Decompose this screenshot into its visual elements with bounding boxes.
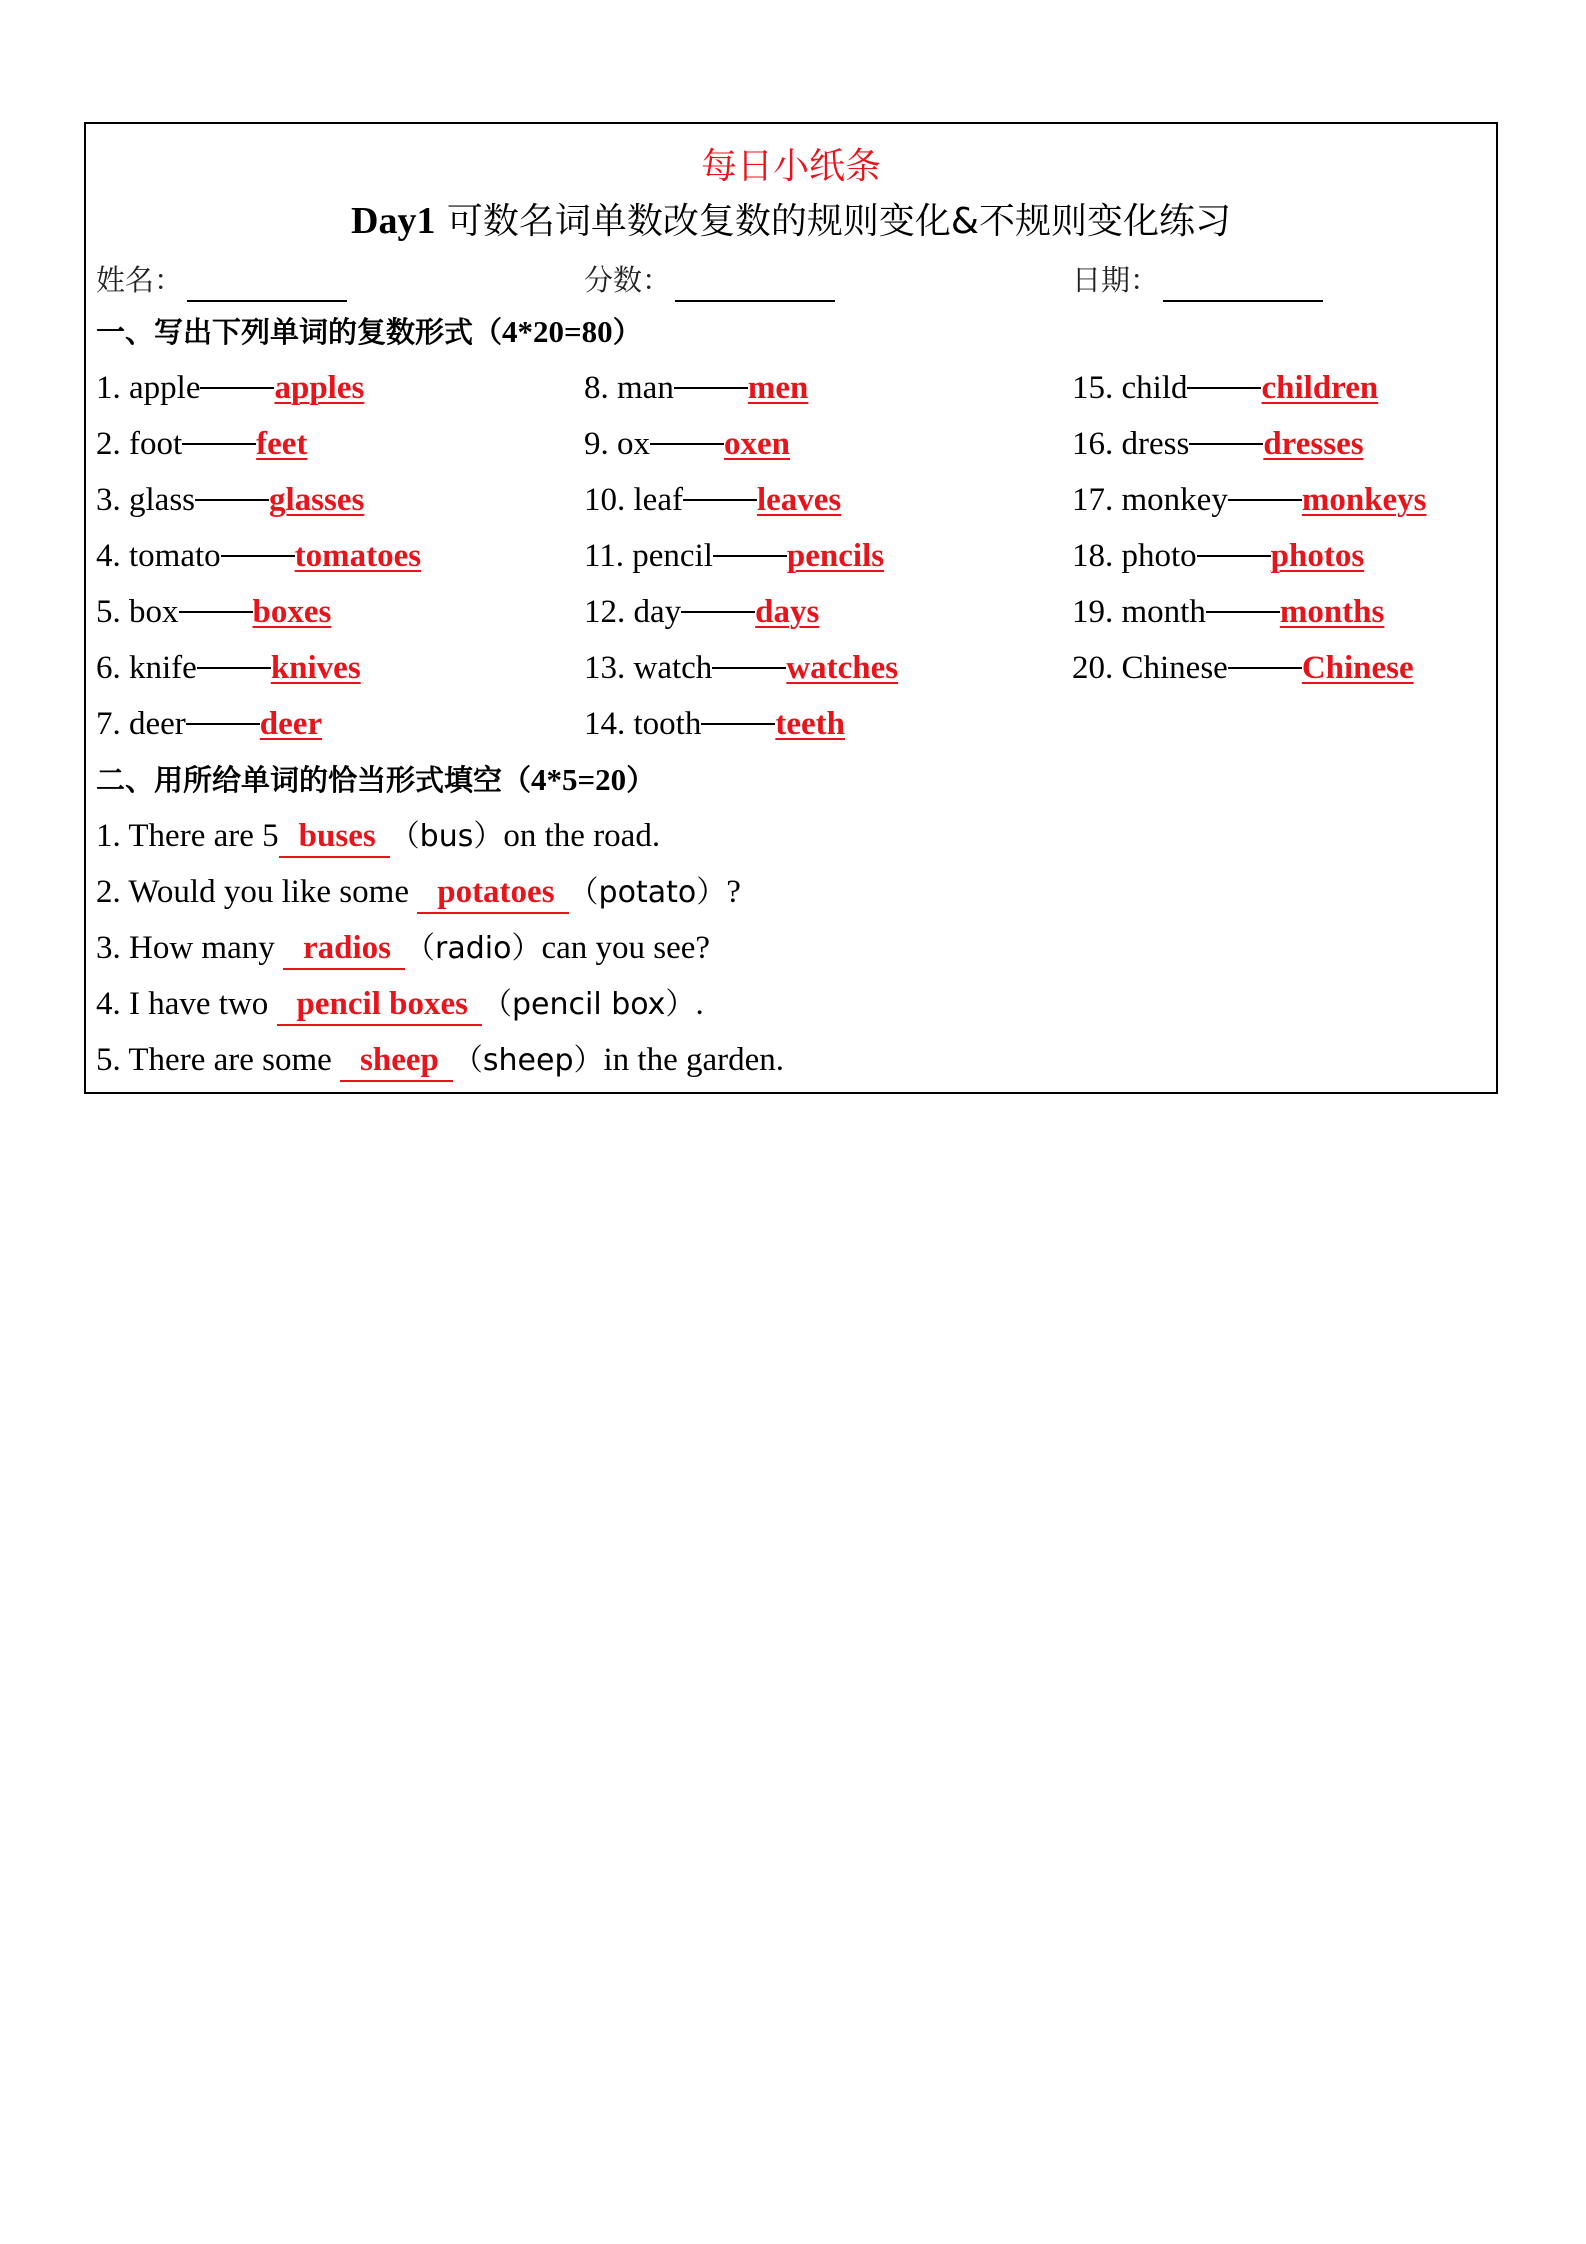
word-answer: watches [786,650,899,686]
section2-title-end: ） [626,763,656,797]
dash [221,555,295,557]
word-question: 9. ox [584,426,650,462]
section2-score: 4*5=20 [531,762,627,797]
word-question: 16. dress [1072,426,1190,462]
word-item-13 [584,640,898,696]
word-question: 20. Chinese [1072,650,1228,686]
word-item-12 [584,584,819,640]
dash [683,499,757,501]
word-item-14 [584,696,845,752]
word-question: 4. tomato [96,538,221,574]
word-item-2 [96,416,307,472]
fill-answer: pencil boxes [277,984,482,1026]
fill-hint: （bus） [389,819,504,854]
word-question: 1. apple [96,370,201,406]
fill-before: 3. How many [96,930,283,966]
word-answer: oxen [724,426,790,462]
section2-title-text: 二、用所给单词的恰当形式填空（ [96,763,532,797]
word-answer: monkeys [1301,482,1427,518]
dash [1228,667,1302,669]
word-item-8 [584,360,808,416]
fill-hint: （potato） [568,875,727,910]
fill-item-4 [96,976,704,1032]
dash [1197,555,1271,557]
word-question: 15. child [1072,370,1188,406]
dash [1187,387,1261,389]
fill-item-1 [96,808,660,864]
word-answer: feet [256,426,308,462]
day-label: Day1 [351,200,436,242]
word-answer: pencils [786,538,885,574]
dash [197,667,271,669]
score-blank[interactable] [675,262,835,302]
word-question: 10. leaf [584,482,683,518]
name-label: 姓名： [96,263,184,297]
dash [200,387,274,389]
dash [182,443,256,445]
word-question: 12. day [584,594,682,630]
fill-hint: （sheep） [452,1043,604,1078]
word-question: 19. month [1072,594,1206,630]
word-answer: days [755,594,820,630]
fill-after: . [695,986,704,1022]
fill-before: 4. I have two [96,986,277,1022]
dash [1189,443,1263,445]
word-question: 14. tooth [584,706,702,742]
fill-after: on the road. [503,818,661,854]
word-item-18 [1072,528,1364,584]
word-answer: teeth [775,706,845,742]
dash [1206,611,1280,613]
worksheet-box [84,122,1498,1094]
word-item-16 [1072,416,1364,472]
fill-before: 1. There are 5 [96,818,279,854]
word-question: 7. deer [96,706,186,742]
dash [186,723,260,725]
dash [674,387,748,389]
word-item-3 [96,472,364,528]
dash [701,723,775,725]
word-answer: leaves [756,482,842,518]
dash [713,555,787,557]
word-answer: boxes [252,594,332,630]
date-field [1072,252,1323,308]
section1-title [96,304,642,360]
dash [179,611,253,613]
word-question: 11. pencil [584,538,713,574]
section1-title-end: ） [612,315,642,349]
word-item-15 [1072,360,1378,416]
date-label: 日期： [1072,263,1160,297]
word-question: 6. knife [96,650,197,686]
word-item-9 [584,416,790,472]
subtitle-text: 可数名词单数改复数的规则变化&不规则变化练习 [446,201,1231,242]
fill-answer: sheep [340,1040,453,1082]
word-answer: tomatoes [294,538,422,574]
info-row [96,252,1496,308]
fill-before: 2. Would you like some [96,874,418,910]
word-answer: deer [259,706,323,742]
fill-before: 5. There are some [96,1042,341,1078]
word-question: 13. watch [584,650,713,686]
fill-answer: radios [283,928,405,970]
dash [195,499,269,501]
dash [712,667,786,669]
word-item-19 [1072,584,1384,640]
section1-title-text: 一、写出下列单词的复数形式（ [96,315,503,349]
word-question: 2. foot [96,426,183,462]
worksheet-title: 每日小纸条 [700,146,881,187]
fill-item-3 [96,920,710,976]
dash [681,611,755,613]
name-blank[interactable] [187,262,347,302]
word-answer: months [1279,594,1385,630]
word-answer: photos [1270,538,1365,574]
word-answer: apples [274,370,365,406]
word-item-5 [96,584,331,640]
word-item-1 [96,360,364,416]
dash [1228,499,1302,501]
word-answer: glasses [269,482,365,518]
word-answer: children [1261,370,1379,406]
word-item-11 [584,528,884,584]
name-field [96,252,347,308]
word-answer: Chinese [1301,650,1414,686]
fill-after: can you see? [541,930,711,966]
section2-title [96,752,655,808]
fill-hint: （radio） [405,931,542,966]
fill-after: ? [726,874,741,910]
fill-item-2 [96,864,741,920]
word-item-7 [96,696,322,752]
section1-score: 4*20=80 [502,314,613,349]
word-question: 3. glass [96,482,195,518]
fill-item-5 [96,1032,784,1088]
word-answer: dresses [1263,426,1364,462]
fill-answer: potatoes [417,872,568,914]
word-answer: knives [270,650,361,686]
word-answer: men [747,370,809,406]
date-blank[interactable] [1163,262,1323,302]
fill-after: in the garden. [603,1042,785,1078]
word-item-10 [584,472,841,528]
word-item-4 [96,528,421,584]
word-item-20 [1072,640,1414,696]
score-label: 分数： [584,263,672,297]
word-question: 18. photo [1072,538,1197,574]
worksheet-subtitle [86,198,1496,245]
fill-answer: buses [279,816,390,858]
fill-hint: （pencil box） [481,987,696,1022]
word-question: 17. monkey [1072,482,1228,518]
score-field [584,252,835,308]
word-item-17 [1072,472,1427,528]
word-item-6 [96,640,361,696]
word-question: 8. man [584,370,674,406]
word-question: 5. box [96,594,179,630]
dash [650,443,724,445]
